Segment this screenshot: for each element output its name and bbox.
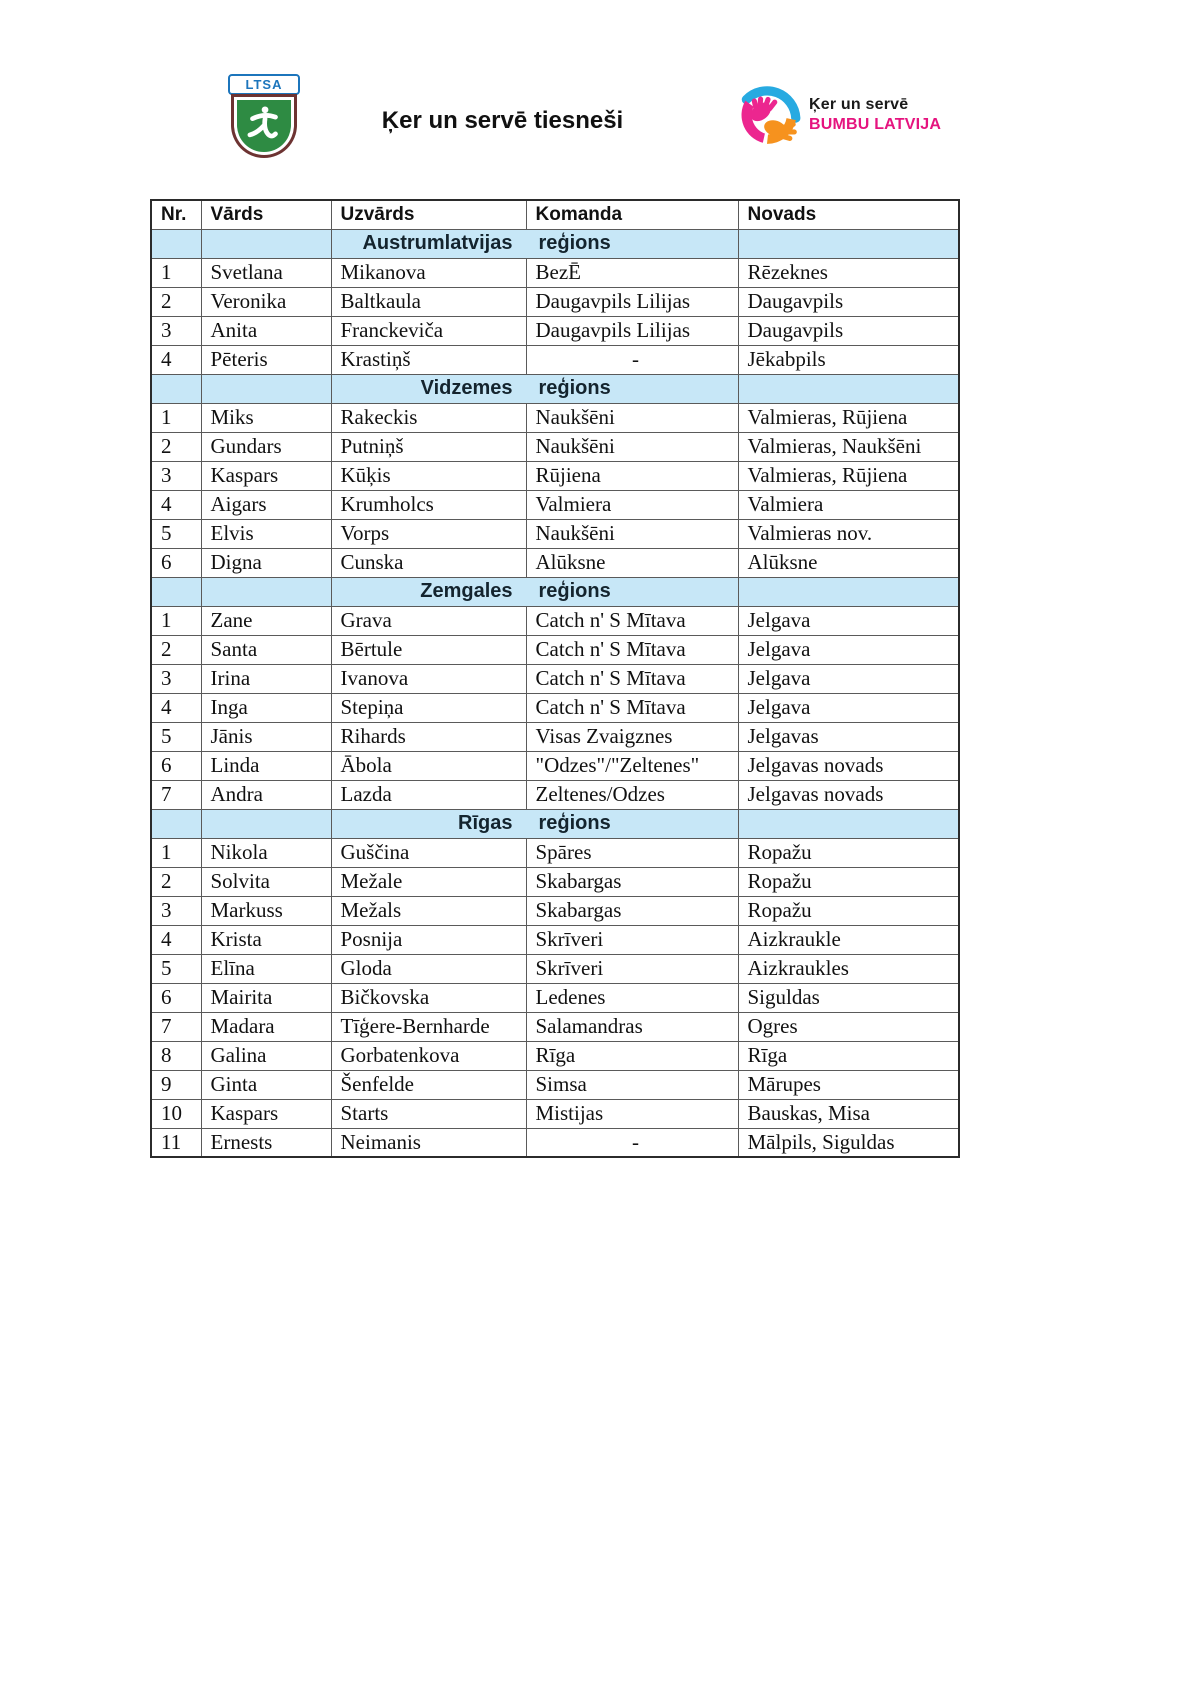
cell-uzvards: Rihards bbox=[331, 722, 526, 751]
cell-uzvards: Krastiņš bbox=[331, 345, 526, 374]
cell-komanda: Mistijas bbox=[526, 1099, 738, 1128]
cell-novads: Valmiera bbox=[738, 490, 959, 519]
cell-uzvards: Rakeckis bbox=[331, 403, 526, 432]
cell-novads: Bauskas, Misa bbox=[738, 1099, 959, 1128]
cell-vards: Ginta bbox=[201, 1070, 331, 1099]
cell-uzvards: Ābola bbox=[331, 751, 526, 780]
cell-komanda: Rūjiena bbox=[526, 461, 738, 490]
referees-table bbox=[150, 199, 960, 1158]
column-header-vards: Vārds bbox=[201, 200, 331, 229]
cell-komanda: Skabargas bbox=[526, 896, 738, 925]
cell-uzvards: Starts bbox=[331, 1099, 526, 1128]
cell-vards: Elīna bbox=[201, 954, 331, 983]
cell-uzvards: Mežale bbox=[331, 867, 526, 896]
table-row bbox=[151, 867, 959, 896]
table-row bbox=[151, 606, 959, 635]
table-row bbox=[151, 1041, 959, 1070]
cell-novads: Jelgava bbox=[738, 664, 959, 693]
cell-vards: Mairita bbox=[201, 983, 331, 1012]
section-empty-cell bbox=[201, 374, 331, 403]
cell-novads: Jelgava bbox=[738, 606, 959, 635]
cell-novads: Aizkraukles bbox=[738, 954, 959, 983]
table-header bbox=[151, 200, 959, 229]
column-header-uzvards: Uzvārds bbox=[331, 200, 526, 229]
cell-uzvards: Ivanova bbox=[331, 664, 526, 693]
cell-vards: Veronika bbox=[201, 287, 331, 316]
cell-uzvards: Mežals bbox=[331, 896, 526, 925]
table-row bbox=[151, 461, 959, 490]
cell-vards: Kaspars bbox=[201, 461, 331, 490]
cell-novads: Valmieras, Rūjiena bbox=[738, 403, 959, 432]
cell-uzvards: Stepiņa bbox=[331, 693, 526, 722]
cell-vards: Zane bbox=[201, 606, 331, 635]
cell-novads: Alūksne bbox=[738, 548, 959, 577]
table-row bbox=[151, 954, 959, 983]
cell-uzvards: Bērtule bbox=[331, 635, 526, 664]
cell-nr: 3 bbox=[151, 316, 201, 345]
section-row bbox=[151, 809, 959, 838]
cell-komanda: Daugavpils Lilijas bbox=[526, 316, 738, 345]
table-row bbox=[151, 838, 959, 867]
cell-vards: Gundars bbox=[201, 432, 331, 461]
cell-vards: Jānis bbox=[201, 722, 331, 751]
cell-uzvards: Kūķis bbox=[331, 461, 526, 490]
cell-vards: Nikola bbox=[201, 838, 331, 867]
table-body bbox=[151, 229, 959, 1157]
region-suffix: reģions bbox=[538, 812, 611, 834]
cell-uzvards: Mikanova bbox=[331, 258, 526, 287]
cell-vards: Miks bbox=[201, 403, 331, 432]
cell-komanda: Skabargas bbox=[526, 867, 738, 896]
cell-nr: 5 bbox=[151, 954, 201, 983]
ltsa-logo-text: LTSA bbox=[228, 74, 300, 95]
cell-novads: Ropažu bbox=[738, 838, 959, 867]
cell-nr: 8 bbox=[151, 1041, 201, 1070]
section-empty-cell bbox=[151, 374, 201, 403]
section-title-cell bbox=[331, 229, 738, 258]
cell-uzvards: Grava bbox=[331, 606, 526, 635]
table-row bbox=[151, 519, 959, 548]
cell-nr: 5 bbox=[151, 722, 201, 751]
cell-novads: Jelgava bbox=[738, 635, 959, 664]
region-name: Austrumlatvijas bbox=[362, 232, 513, 254]
cell-komanda: Skrīveri bbox=[526, 925, 738, 954]
cell-uzvards: Krumholcs bbox=[331, 490, 526, 519]
cell-vards: Solvita bbox=[201, 867, 331, 896]
table-row bbox=[151, 1128, 959, 1157]
cell-komanda: "Odzes"/"Zeltenes" bbox=[526, 751, 738, 780]
cell-novads: Jelgavas novads bbox=[738, 780, 959, 809]
cell-nr: 1 bbox=[151, 606, 201, 635]
cell-komanda: Visas Zvaigznes bbox=[526, 722, 738, 751]
section-title-cell bbox=[331, 577, 738, 606]
cell-komanda: - bbox=[526, 1128, 738, 1157]
cell-nr: 6 bbox=[151, 548, 201, 577]
cell-novads: Valmieras, Rūjiena bbox=[738, 461, 959, 490]
cell-komanda: BezĒ bbox=[526, 258, 738, 287]
cell-komanda: - bbox=[526, 345, 738, 374]
cell-novads: Jelgava bbox=[738, 693, 959, 722]
cell-nr: 3 bbox=[151, 461, 201, 490]
cell-novads: Ogres bbox=[738, 1012, 959, 1041]
table-row bbox=[151, 287, 959, 316]
section-empty-cell bbox=[151, 809, 201, 838]
section-empty-cell bbox=[738, 577, 959, 606]
cell-vards: Linda bbox=[201, 751, 331, 780]
section-empty-cell bbox=[201, 229, 331, 258]
cell-vards: Inga bbox=[201, 693, 331, 722]
table-row bbox=[151, 664, 959, 693]
cell-komanda: Catch n' S Mītava bbox=[526, 693, 738, 722]
cell-vards: Elvis bbox=[201, 519, 331, 548]
cell-novads: Ropažu bbox=[738, 896, 959, 925]
cell-komanda: Valmiera bbox=[526, 490, 738, 519]
cell-uzvards: Tīģere-Bernharde bbox=[331, 1012, 526, 1041]
cell-vards: Irina bbox=[201, 664, 331, 693]
cell-komanda: Catch n' S Mītava bbox=[526, 664, 738, 693]
table-row bbox=[151, 751, 959, 780]
cell-uzvards: Gorbatenkova bbox=[331, 1041, 526, 1070]
section-empty-cell bbox=[151, 229, 201, 258]
cell-vards: Markuss bbox=[201, 896, 331, 925]
cell-nr: 2 bbox=[151, 867, 201, 896]
cell-uzvards: Cunska bbox=[331, 548, 526, 577]
cell-nr: 6 bbox=[151, 983, 201, 1012]
section-empty-cell bbox=[738, 809, 959, 838]
cell-komanda: Rīga bbox=[526, 1041, 738, 1070]
cell-uzvards: Baltkaula bbox=[331, 287, 526, 316]
table-row bbox=[151, 345, 959, 374]
cell-novads: Rīga bbox=[738, 1041, 959, 1070]
cell-vards: Anita bbox=[201, 316, 331, 345]
table-row bbox=[151, 925, 959, 954]
cell-vards: Aigars bbox=[201, 490, 331, 519]
section-row bbox=[151, 374, 959, 403]
cell-nr: 5 bbox=[151, 519, 201, 548]
cell-komanda: Ledenes bbox=[526, 983, 738, 1012]
region-suffix: reģions bbox=[538, 232, 611, 254]
region-name: Rīgas bbox=[458, 812, 513, 834]
cell-komanda: Alūksne bbox=[526, 548, 738, 577]
cell-nr: 1 bbox=[151, 838, 201, 867]
cell-nr: 4 bbox=[151, 925, 201, 954]
cell-komanda: Naukšēni bbox=[526, 403, 738, 432]
table-row bbox=[151, 635, 959, 664]
cell-novads: Mārupes bbox=[738, 1070, 959, 1099]
bumbu-latvija-logo-text bbox=[809, 95, 941, 135]
cell-novads: Mālpils, Siguldas bbox=[738, 1128, 959, 1157]
cell-komanda: Daugavpils Lilijas bbox=[526, 287, 738, 316]
cell-nr: 11 bbox=[151, 1128, 201, 1157]
region-suffix: reģions bbox=[538, 580, 611, 602]
cell-nr: 3 bbox=[151, 664, 201, 693]
cell-nr: 4 bbox=[151, 490, 201, 519]
cell-novads: Siguldas bbox=[738, 983, 959, 1012]
column-header-row bbox=[151, 200, 959, 229]
cell-uzvards: Bičkovska bbox=[331, 983, 526, 1012]
cell-nr: 2 bbox=[151, 432, 201, 461]
cell-novads: Daugavpils bbox=[738, 316, 959, 345]
cell-vards: Galina bbox=[201, 1041, 331, 1070]
cell-nr: 7 bbox=[151, 780, 201, 809]
logo-subtitle: BUMBU LATVIJA bbox=[809, 116, 942, 133]
cell-nr: 7 bbox=[151, 1012, 201, 1041]
cell-novads: Valmieras, Naukšēni bbox=[738, 432, 959, 461]
section-empty-cell bbox=[151, 577, 201, 606]
cell-vards: Pēteris bbox=[201, 345, 331, 374]
table-row bbox=[151, 693, 959, 722]
cell-novads: Ropažu bbox=[738, 867, 959, 896]
cell-uzvards: Franckeviča bbox=[331, 316, 526, 345]
region-suffix: reģions bbox=[538, 377, 611, 399]
table-row bbox=[151, 1099, 959, 1128]
cell-novads: Jelgavas novads bbox=[738, 751, 959, 780]
column-header-komanda: Komanda bbox=[526, 200, 738, 229]
section-title-cell bbox=[331, 374, 738, 403]
cell-komanda: Skrīveri bbox=[526, 954, 738, 983]
cell-uzvards: Neimanis bbox=[331, 1128, 526, 1157]
table-row bbox=[151, 432, 959, 461]
column-header-novads: Novads bbox=[738, 200, 959, 229]
table-row bbox=[151, 1012, 959, 1041]
table-row bbox=[151, 1070, 959, 1099]
cell-komanda: Naukšēni bbox=[526, 519, 738, 548]
table-row bbox=[151, 316, 959, 345]
section-empty-cell bbox=[738, 229, 959, 258]
table-row bbox=[151, 490, 959, 519]
table-row bbox=[151, 983, 959, 1012]
cell-novads: Rēzeknes bbox=[738, 258, 959, 287]
cell-vards: Digna bbox=[201, 548, 331, 577]
cell-novads: Jelgavas bbox=[738, 722, 959, 751]
cell-vards: Krista bbox=[201, 925, 331, 954]
cell-nr: 6 bbox=[151, 751, 201, 780]
cell-komanda: Spāres bbox=[526, 838, 738, 867]
cell-nr: 4 bbox=[151, 693, 201, 722]
table-row bbox=[151, 780, 959, 809]
cell-uzvards: Posnija bbox=[331, 925, 526, 954]
cell-nr: 9 bbox=[151, 1070, 201, 1099]
cell-nr: 3 bbox=[151, 896, 201, 925]
cell-uzvards: Putniņš bbox=[331, 432, 526, 461]
section-empty-cell bbox=[201, 577, 331, 606]
cell-vards: Madara bbox=[201, 1012, 331, 1041]
cell-uzvards: Šenfelde bbox=[331, 1070, 526, 1099]
cell-uzvards: Gloda bbox=[331, 954, 526, 983]
table-row bbox=[151, 258, 959, 287]
cell-komanda: Zeltenes/Odzes bbox=[526, 780, 738, 809]
column-header-nr: Nr. bbox=[151, 200, 201, 229]
cell-novads: Daugavpils bbox=[738, 287, 959, 316]
cell-novads: Jēkabpils bbox=[738, 345, 959, 374]
cell-vards: Svetlana bbox=[201, 258, 331, 287]
cell-vards: Santa bbox=[201, 635, 331, 664]
table-row bbox=[151, 403, 959, 432]
cell-uzvards: Lazda bbox=[331, 780, 526, 809]
cell-nr: 2 bbox=[151, 287, 201, 316]
logo-title: Ķer un servē bbox=[809, 96, 909, 113]
cell-komanda: Salamandras bbox=[526, 1012, 738, 1041]
cell-nr: 2 bbox=[151, 635, 201, 664]
cell-nr: 10 bbox=[151, 1099, 201, 1128]
section-row bbox=[151, 229, 959, 258]
cell-vards: Kaspars bbox=[201, 1099, 331, 1128]
bumbu-latvija-logo bbox=[733, 80, 941, 150]
cell-novads: Valmieras nov. bbox=[738, 519, 959, 548]
section-row bbox=[151, 577, 959, 606]
section-title-cell bbox=[331, 809, 738, 838]
cell-komanda: Simsa bbox=[526, 1070, 738, 1099]
table-row bbox=[151, 896, 959, 925]
table-row bbox=[151, 548, 959, 577]
cell-nr: 4 bbox=[151, 345, 201, 374]
cell-komanda: Naukšēni bbox=[526, 432, 738, 461]
region-name: Zemgales bbox=[420, 580, 513, 602]
cell-vards: Andra bbox=[201, 780, 331, 809]
cell-nr: 1 bbox=[151, 258, 201, 287]
cell-vards: Ernests bbox=[201, 1128, 331, 1157]
page-title: Ķer un servē tiesneši bbox=[381, 107, 624, 134]
cell-uzvards: Guščina bbox=[331, 838, 526, 867]
section-empty-cell bbox=[201, 809, 331, 838]
cell-novads: Aizkraukle bbox=[738, 925, 959, 954]
table-row bbox=[151, 722, 959, 751]
section-empty-cell bbox=[738, 374, 959, 403]
region-name: Vidzemes bbox=[420, 377, 513, 399]
cell-komanda: Catch n' S Mītava bbox=[526, 606, 738, 635]
hands-circle-icon bbox=[733, 80, 803, 150]
cell-komanda: Catch n' S Mītava bbox=[526, 635, 738, 664]
cell-uzvards: Vorps bbox=[331, 519, 526, 548]
cell-nr: 1 bbox=[151, 403, 201, 432]
